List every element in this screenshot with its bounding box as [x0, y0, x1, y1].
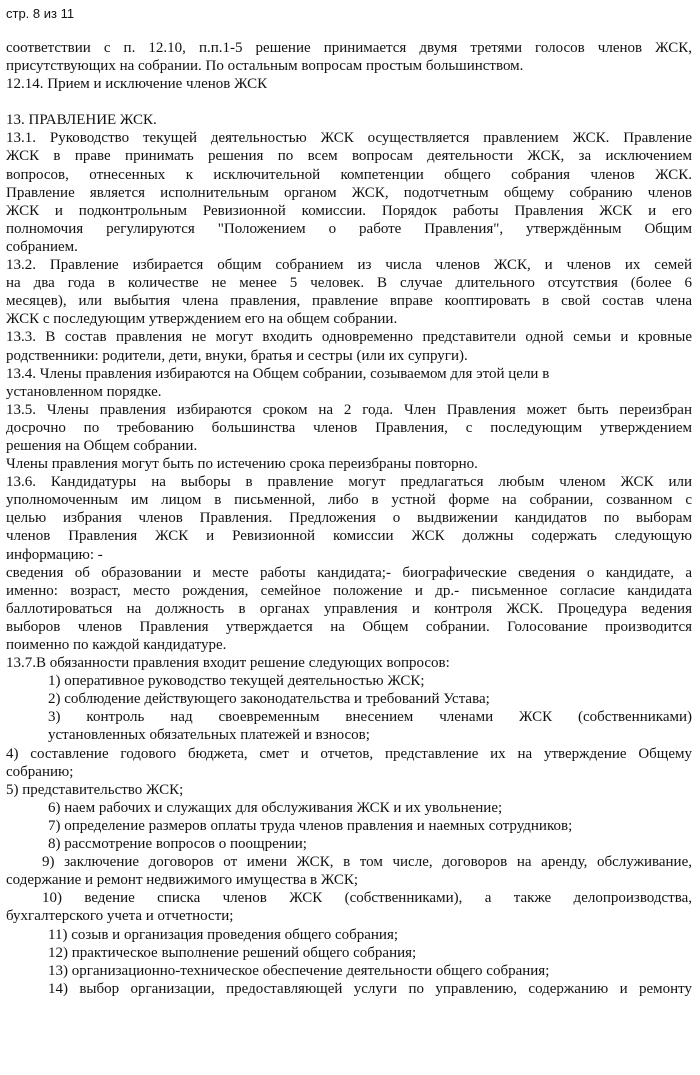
list-item-continuation: бухгалтерского учета и отчетности; [6, 908, 234, 925]
document-body [6, 39, 692, 998]
text-line: собранием. [6, 238, 78, 255]
list-item: 7) определение размеров оплаты труда членов правления и наемных сотрудников; [48, 817, 573, 834]
text-line: вопросов, отнесенных к исключительной компетенции общего собрания членов ЖСК. [6, 166, 692, 183]
list-item: 9) заключение договоров от имени ЖСК, в том числе, договоров на аренду, обслуживание, [42, 854, 692, 871]
text-line: ЖСК и подконтрольным Ревизионной комиссии. Порядок работы Правления ЖСК и его [6, 202, 692, 219]
text-line: выборов членов Правления утверждается на Общем собрании. Голосование производится [6, 618, 692, 635]
text-line: целью избрания членов Правления. Предложения о выдвижении кандидатов по выборам [6, 510, 692, 527]
text-line: на два года в количестве не менее 5 человек. В случае длительного отсутствия (более 6 [6, 275, 692, 292]
text-line: 13.1. Руководство текущей деятельностью ЖСК осуществляется правлением ЖСК. Правление [6, 130, 692, 147]
text-line: членов Правления ЖСК и Ревизионной комиссии ЖСК должны содержать следующую [6, 528, 692, 545]
list-item: 14) выбор организации, предоставляющей услуги по управлению, содержанию и ремонту [48, 980, 692, 997]
page-counter: стр. 8 из 11 [6, 6, 75, 21]
text-line: именно: возраст, место рождения, семейное положение и др.- письменное согласие кандидата [6, 582, 692, 599]
text-line: месяцев), или выбытия члена правления, правление вправе кооптировать в свой состав члена [6, 293, 692, 310]
list-item: 1) оперативное руководство текущей деятельностью ЖСК; [48, 673, 425, 690]
text-line: 13.7.В обязанности правления входит решение следующих вопросов: [6, 655, 450, 672]
text-line: решения на Общем собрании. [6, 437, 198, 454]
text-line: 13.6. Кандидатуры на выборы в правление могут предлагаться любым членом ЖСК или [6, 474, 692, 491]
list-item-continuation: установленных обязательных платежей и взносов; [48, 727, 370, 744]
text-line: уполномоченным им лицом в письменной, либо в устной форме на собрании, созванном с [6, 492, 692, 509]
text-line: поименно по каждой кандидатуре. [6, 637, 227, 653]
text-line: ЖСК с последующим утверждением его на общем собрании. [6, 311, 398, 328]
list-item: 5) представительство ЖСК; [6, 781, 184, 798]
text-line: родственники: родители, дети, внуки, братья и сестры (или их супруги). [6, 347, 468, 364]
list-item: 12) практическое выполнение решений общего собрания; [48, 944, 417, 961]
text-line: 13.5. Члены правления избираются сроком на 2 года. Член Правления может быть переизбран [6, 401, 692, 418]
list-item-continuation: собранию; [6, 763, 74, 780]
text-line: 13.4. Члены правления избираются на Общем собрании, созываемом для этой цели в [6, 365, 550, 382]
text-line: досрочно по требованию большинства членов Правления, с последующим утверждением [6, 419, 692, 436]
section-heading: 13. ПРАВЛЕНИЕ ЖСК. [6, 112, 157, 129]
text-line: сведения об образовании и месте работы кандидата;- биографические сведения о кандидате, а [6, 564, 692, 581]
text-line: Члены правления могут быть по истечению срока переизбраны повторно. [6, 456, 478, 473]
list-item: 13) организационно-техническое обеспечение деятельности общего собрания; [48, 962, 550, 979]
list-item: 6) наем рабочих и служащих для обслуживания ЖСК и их увольнение; [48, 799, 503, 816]
text-line: соответствии с п. 12.10, п.п.1-5 решение принимается двумя третями голосов членов ЖСК, [6, 40, 692, 56]
list-item: 8) рассмотрение вопросов о поощрении; [48, 836, 307, 853]
list-item: 11) созыв и организация проведения общего собрания; [48, 926, 399, 943]
text-line: установленном порядке. [6, 383, 162, 400]
text-line: 13.2. Правление избирается общим собранием из числа членов ЖСК, и членов их семей [6, 257, 692, 274]
text-line: полномочия регулируются "Положением о работе Правления", утверждённым Общим [6, 220, 692, 237]
list-item: 10) ведение списка членов ЖСК (собственниками), а также делопроизводства, [42, 890, 692, 907]
text-line: присутствующих на собрании. По остальным вопросам простым большинством. [6, 58, 524, 75]
list-item-continuation: содержание и ремонт недвижимого имущества в ЖСК; [6, 872, 359, 889]
list-item: 4) составление годового бюджета, смет и отчетов, представление их на утверждение Общему [6, 745, 692, 762]
text-line: 12.14. Прием и исключение членов ЖСК [6, 76, 268, 93]
text-line: информацию: - [6, 546, 103, 563]
text-line: ЖСК в праве принимать решения по всем вопросам деятельности ЖСК, за исключением [6, 148, 692, 165]
text-line: Правление является исполнительным органом ЖСК, подотчетным общему собранию членов [6, 184, 692, 201]
text-line: баллотироваться на должность в органах управления и контроля ЖСК. Процедура ведения [6, 600, 692, 617]
list-item: 2) соблюдение действующего законодательства и требований Устава; [48, 691, 490, 708]
text-line: 13.3. В состав правления не могут входить одновременно представители одной семьи и кровные [6, 329, 692, 346]
list-item: 3) контроль над своевременным внесением членами ЖСК (собственниками) [48, 709, 692, 726]
